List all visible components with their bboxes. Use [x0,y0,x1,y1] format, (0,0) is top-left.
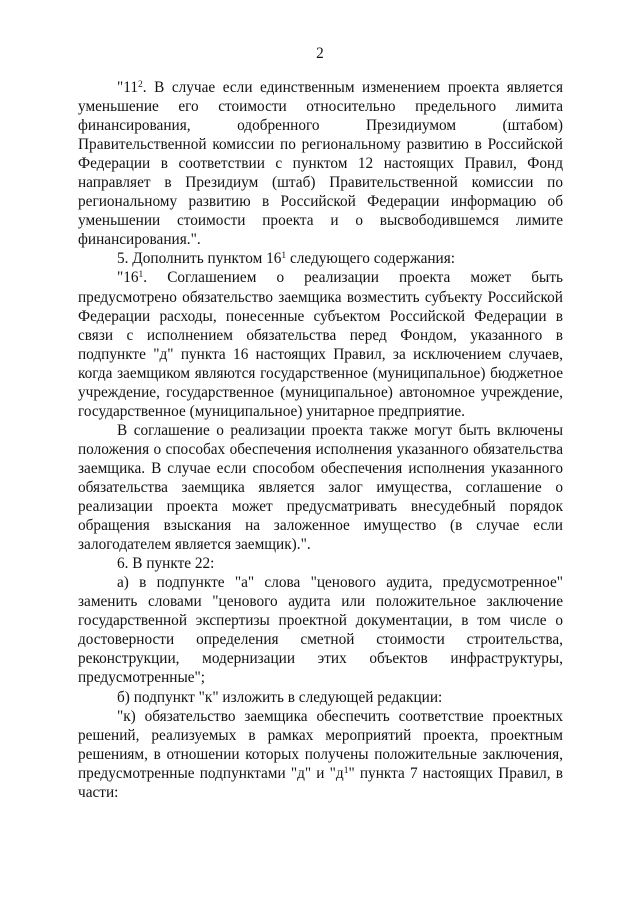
superscript-index: 2 [137,80,143,90]
paragraph [78,573,563,687]
paragraph [78,78,563,249]
paragraph-text: В соглашение о реализации проекта также могут быть включены положения о способах обеспечения исполнения указанного обязательства заемщика. В случае если способом обеспечения исполнения указанного обязательства заемщика является залог имущества, соглашение о реализации проекта может предусматривать внесудебный порядок обращения взыскания на заложенное имущество (в случае если залогодателем является заемщик).". [78,421,563,554]
page-number: 2 [316,45,324,62]
paragraph [78,554,563,573]
paragraph [78,421,563,554]
superscript-index: 1 [343,765,349,776]
paragraph-text: "11 [117,79,138,96]
paragraph-text: . Соглашением о реализации проекта может быть предусмотрено обязательство заемщика возместить субъекту Российской Федерации расходы, понесенные субъектом Российской Федерации в связи с исполнением обязательства перед Фондом, указанного в подпункте "д" пункта 16 настоящих Правил, за исключением случаев, когда заемщиком являются государственное (муниципальное) бюджетное учреждение, государственное (муниципальное) автономное учреждение, государственное (муниципальное) унитарное предприятие. [78,269,563,420]
paragraph-text: б) подпункт "к" изложить в следующей редакции: [117,688,443,706]
paragraph-text: 6. В пункте 22: [117,555,215,573]
superscript-index: 1 [138,270,144,281]
paragraph-text: следующего содержания: [286,250,456,268]
superscript-index: 1 [281,251,287,262]
paragraph [78,268,563,420]
paragraph-text: а) в подпункте "а" слова "ценового аудита, предусмотренное" заменить словами "ценового аудита или положительное заключение государственной экспертизы проектной документации, в том числе о достоверности определения сметной стоимости строительства, реконструкции, модернизации этих объектов инфраструктуры, предусмотренные"; [78,574,563,687]
paragraph [78,707,563,802]
paragraph [78,249,563,268]
paragraph-text: "16 [117,269,139,287]
paragraph-text: . В случае если единственным изменением проекта является уменьшение его стоимости относительно предельного лимита финансирования, одобренного Президиумом (штабом) Правительственной комиссии по региональному развитию в Российской Федерации в соответствии с пунктом 12 настоящих Правил, Фонд направляет в Президиум (штаб) Правительственной комиссии по региональному развитию в Российской Федерации информацию об уменьшении стоимости проекта и о высвободившемся лимите финансирования.". [78,79,563,249]
document-body [78,78,563,802]
paragraph-text: "к) обязательство заемщика обеспечить соответствие проектных решений, реализуемых в рамках мероприятий проекта, проектным решениям, в отношении которых получены положительные заключения, предусмотренные подпунктами "д" и "д [78,707,563,782]
paragraph [78,688,563,707]
paragraph-text: 5. Дополнить пунктом 16 [117,250,282,268]
paragraph-text: " пункта 7 настоящих Правил, в части: [78,764,563,801]
